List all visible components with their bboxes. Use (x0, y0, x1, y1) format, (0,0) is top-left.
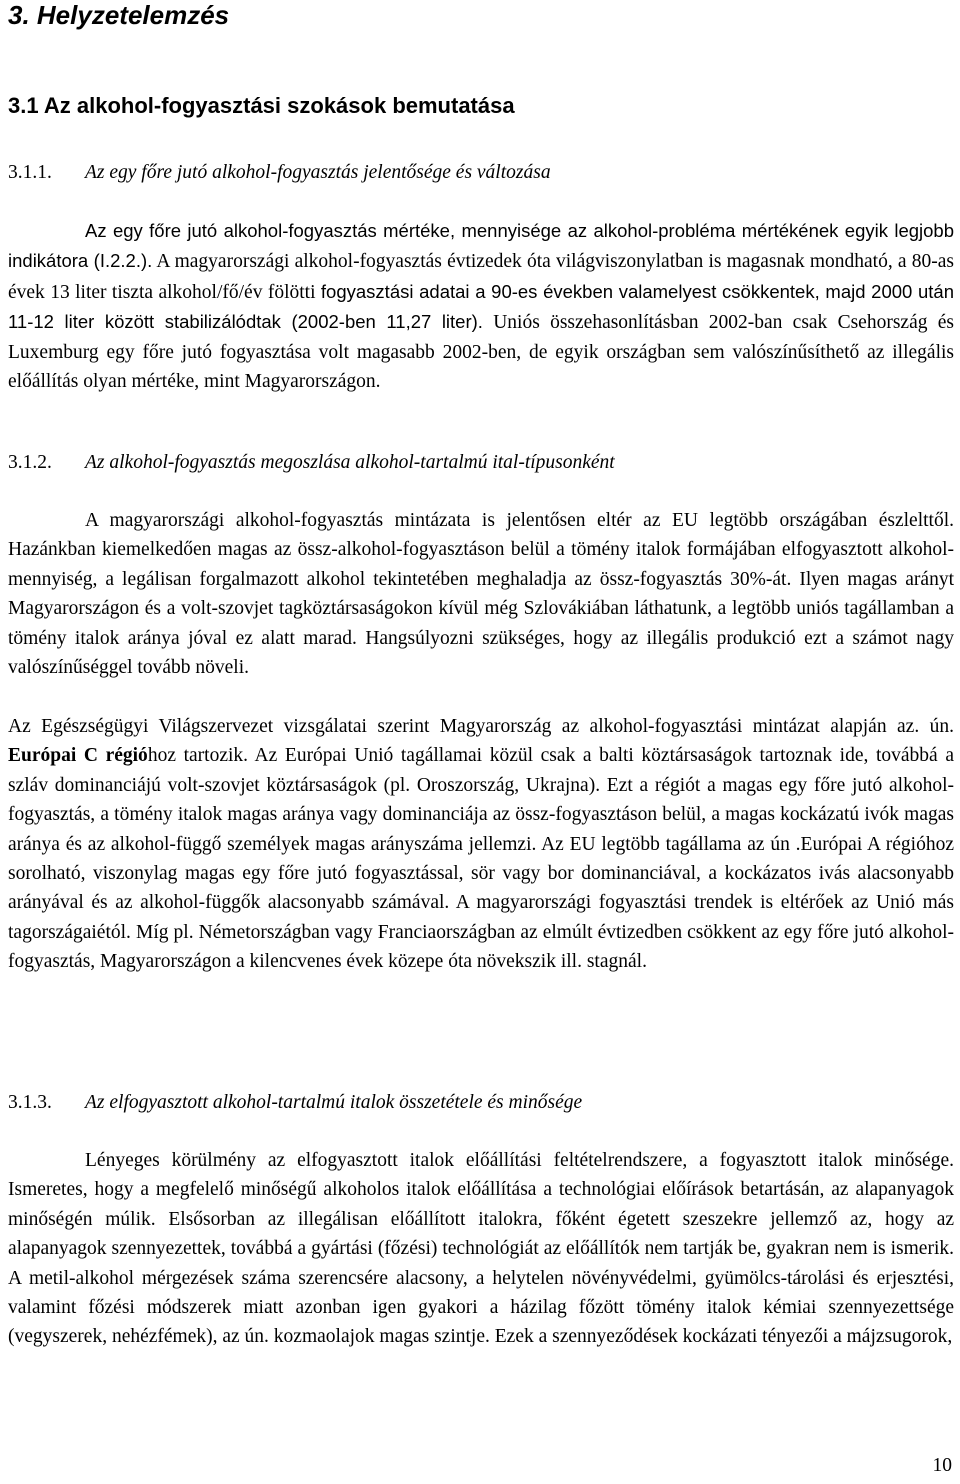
subsection-heading-312 (8, 450, 615, 476)
subsection-number: 3.1.2. (8, 452, 52, 473)
paragraph-text: Az Egészségügyi Világszervezet vizsgálatai szerint Magyarország az alkohol-fogyasztási mintázat alapján az. ún. (8, 716, 954, 737)
paragraph-text: mértékének egyik legjobb indikátora (I.2.2.). (8, 220, 954, 272)
paragraph-text: Az egy főre jutó alkohol-fogyasztás mértéke, mennyisége az alkohol-probléma (85, 220, 742, 241)
subsection-title: Az elfogyasztott alkohol-tartalmú italok összetétele és minősége (85, 1092, 583, 1113)
paragraph-text: A magyarországi alkohol-fogyasztás évtizedek óta világviszonylatban is magasnak mondható, a 80-as évek 13 liter tiszta alkohol/fő/év fölötti (8, 251, 955, 303)
subsection-heading-311 (8, 160, 551, 186)
paragraph-text: Uniós összehasonlításban 2002-ban csak Csehország és Luxemburg egy főre jutó fogyasztása volt magasabb 2002-ben, de egyik országban sem (8, 312, 954, 363)
chapter-heading: 3. Helyzetelemzés (8, 0, 230, 30)
paragraph-text: fogyasztási adatai a 90-es években valamelyest csökkentek, majd 2000 után 11-12 liter között stabilizálódtak (2002-ben 11,27 liter). (8, 280, 954, 333)
section-heading: 3.1 Az alkohol-fogyasztási szokások bemutatása (8, 93, 515, 118)
subsection-number: 3.1.1. (8, 162, 52, 183)
paragraph-text: valószínűsíthető az illegális előállítás olyan mértéke, mint Magyarországon. (8, 341, 955, 393)
bold-term: Európai C régió (8, 745, 148, 767)
paragraph-313 (8, 1146, 954, 1352)
paragraph-312-a (8, 506, 954, 682)
subsection-title: Az egy főre jutó alkohol-fogyasztás jelentősége és változása (85, 162, 551, 183)
subsection-number: 3.1.3. (8, 1092, 52, 1113)
paragraph-text: hoz tartozik. Az Európai Unió tagállamai közül csak a balti köztársaságok tartoznak ide, továbbá a szláv dominanciájú volt-szovjet köztársaságok (pl. Oroszország, Ukrajna). Ezt a régiót a magas egy főre jutó alkohol-fogyasztás, a tömény italok magas aránya vagy dominanciája az össz-fogyasztáson belül, a magas kockázatú ivók magas aránya és az alkohol-függő személyek magas arányszáma jellemzi. Az EU legtöbb tagállama az ún .Európai A régióhoz sorolható, viszonylag magas egy főre jutó fogyasztással, sör vagy bor dominanciával, a kockázatos ivás alacsonyabb arányával és az alkohol-függők alacsonyabb számával. A magyarországi fogyasztási trendek is eltérőek az Unió más tagországaiétól. Míg pl. Németországban vagy Franciaországban az elmúlt évtizedben csökkent az egy főre jutó alkohol-fogyasztás, Magyarországon a kilencvenes évek közepe óta növekszik ill. stagnál. (8, 745, 954, 973)
subsection-heading-313 (8, 1090, 582, 1116)
page-number: 10 (932, 1455, 952, 1476)
paragraph-311 (8, 216, 954, 396)
paragraph-312-b (8, 712, 954, 977)
subsection-title: Az alkohol-fogyasztás megoszlása alkohol-tartalmú ital-típusonként (85, 452, 615, 473)
paragraph-text: Lényeges körülmény az elfogyasztott italok előállítási feltételrendszere, a fogyasztott italok minősége. Ismeretes, hogy a megfelelő minőségű alkoholos italok előállítása a technológiai előírások betartásán, az alapanyagok minőségén múlik. Elsősorban az illegálisan előállított italokra, főként égetett szeszekre jellemző az, hogy az alapanyagok szennyezettek, továbbá a gyártási (főzési) technológiát az előállítók nem tartják be, gyakran nem is ismerik. A metil-alkohol mérgezések száma szerencsére alacsony, a helytelen növényvédelmi, gyümölcs-tárolási és erjesztési, valamint főzési módszerek miatt azonban igen gyakori a házilag főzött tömény italok kémiai szennyezettsége (vegyszerek, nehézfémek), az ún. kozmaolajok magas szintje. Ezek a szennyeződések kockázati tényezői a májzsugorok, (8, 1150, 954, 1348)
paragraph-text: A magyarországi alkohol-fogyasztás mintázata is jelentősen eltér az EU legtöbb országában észlelttől. Hazánkban kiemelkedően magas az össz-alkohol-fogyasztáson belül a tömény italok formájában elfogyasztott alkohol-mennyiség, a legálisan forgalmazott alkohol tekintetében meghaladja az össz-fogyasztás 30%-át. Ilyen magas arányt Magyarországon és a volt-szovjet tagköztársaságokon kívül még Szlovákiában láthatunk, a legtöbb uniós tagállamban a tömény italok aránya jóval ez alatt marad. Hangsúlyozni szükséges, hogy az illegális produkció ezt a számot nagy valószínűséggel tovább növeli. (8, 510, 954, 679)
